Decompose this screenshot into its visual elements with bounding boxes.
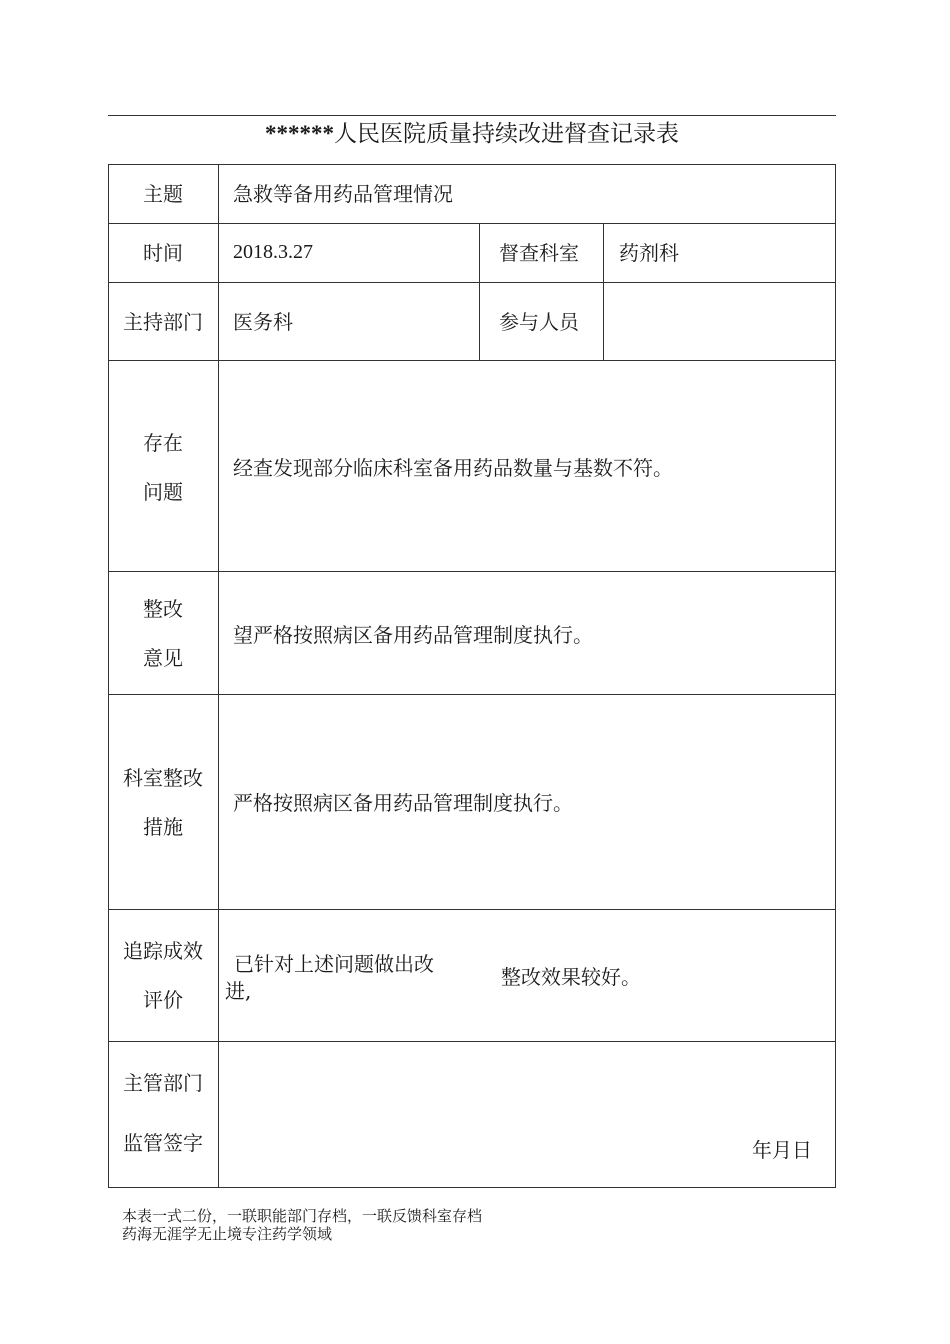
tracking-label — [109, 927, 217, 1025]
supervisor-label — [109, 1053, 217, 1173]
page-title — [108, 116, 836, 152]
title-main: 人民医院质量持续改进督查记录表 — [334, 121, 679, 147]
column-divider — [603, 223, 604, 360]
label-column-divider — [218, 165, 219, 1187]
supervisor-label-line2: 监管签字 — [123, 1131, 203, 1155]
tracking-value-line1: 已针对上述问题做出改 — [234, 952, 434, 976]
tracking-label-line2: 评价 — [143, 988, 183, 1012]
opinion-label-line1: 整改 — [143, 597, 183, 621]
host-dept-value: 医务科 — [233, 310, 293, 334]
time-label: 时间 — [143, 241, 183, 265]
subject-value: 急救等备用药品管理情况 — [233, 182, 453, 206]
problem-label-line2: 问题 — [143, 480, 183, 504]
tracking-label-line1: 追踪成效 — [123, 939, 203, 963]
column-divider — [479, 223, 480, 360]
tracking-value-line2: 进, — [225, 979, 252, 1003]
problem-label — [109, 419, 217, 517]
participants-label: 参与人员 — [499, 310, 579, 334]
measures-label — [109, 754, 217, 852]
opinion-value: 望严格按照病区备用药品管理制度执行。 — [233, 623, 593, 647]
footer-note: 本表一式二份，一联职能部门存档，一联反馈科室存档 — [122, 1207, 483, 1225]
record-form — [108, 164, 836, 1188]
opinion-label-line2: 意见 — [143, 646, 183, 670]
opinion-label — [109, 585, 217, 683]
supervisor-label-line1: 主管部门 — [123, 1071, 203, 1095]
time-value: 2018.3.27 — [233, 241, 313, 263]
problem-value: 经查发现部分临床科室备用药品数量与基数不符。 — [233, 456, 673, 480]
inspected-dept-value: 药剂科 — [619, 241, 679, 265]
measures-label-line2: 措施 — [143, 815, 183, 839]
problem-label-line1: 存在 — [143, 431, 183, 455]
signature-date: 年月日 — [752, 1138, 812, 1162]
tracking-result: 整改效果较好。 — [501, 965, 641, 989]
measures-label-line1: 科室整改 — [123, 766, 203, 790]
host-dept-label: 主持部门 — [123, 310, 203, 334]
footer-slogan: 药海无涯学无止境专注药学领域 — [122, 1225, 333, 1243]
measures-value: 严格按照病区备用药品管理制度执行。 — [233, 791, 573, 815]
subject-label: 主题 — [143, 182, 183, 206]
inspected-dept-label: 督查科室 — [499, 241, 579, 265]
title-prefix: ****** — [265, 121, 334, 146]
